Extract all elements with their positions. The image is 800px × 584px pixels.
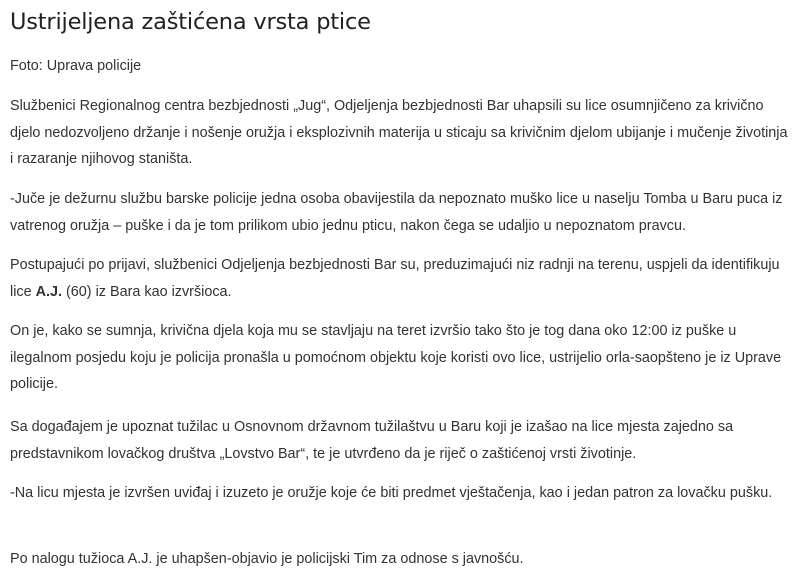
article-paragraph: -Juče je dežurnu službu barske policije jedna osoba obavijestila da nepoznato muško lice u naselju Tomba u Baru puca iz vatrenog oružja – puške i da je tom prilikom ubio jednu pticu, nakon čega se udaljio u nepoznatom pravcu. — [10, 191, 783, 234]
article-paragraph: Po nalogu tužioca A.J. je uhapšen-objavio je policijski Tim za odnose s javnošću. — [10, 551, 524, 567]
paragraph-text: (60) iz Bara kao izvršioca. — [62, 283, 232, 300]
article-paragraph: Sa događajem je upoznat tužilac u Osnovnom državnom tužilaštvu u Baru koji je izašao na lice mjesta zajedno sa predstavnikom lovačkog društva „Lovstvo Bar“, te je utvrđeno da je riječ o zaštićenoj vrsti životinje. — [10, 419, 734, 462]
article-title: Ustrijeljena zaštićena vrsta ptice — [10, 9, 371, 35]
photo-credit: Foto: Uprava policije — [10, 58, 142, 74]
article-paragraph: -Na licu mjesta je izvršen uviđaj i izuzeto je oružje koje će biti predmet vještačenja, kao i jedan patron za lovačku pušku. — [10, 485, 773, 501]
article-paragraph: On je, kako se sumnja, krivična djela koja mu se stavljaju na teret izvršio tako što je tog dana oko 12:00 iz puške u ilegalnom posjedu koju je policija pronašla u pomoćnom objektu koje koristi ovo lice, ustrijelio orla-saopšteno je iz Uprave policije. — [10, 323, 782, 392]
article-paragraph: Službenici Regionalnog centra bezbjednosti „Jug“, Odjeljenja bezbjednosti Bar uhapsili su lice osumnjičeno za krivično djelo nedozvoljeno držanje i nošenje oružja i eksplozivnih materija u sticaju sa krivičnim djelom ubijanje i mučenje životinja i razaranje njihovog staništa. — [10, 98, 788, 167]
suspect-initials: A.J. — [35, 283, 62, 300]
article-paragraph — [10, 252, 794, 305]
paragraph-text: Postupajući po prijavi, službenici Odjeljenja bezbjednosti Bar su, preduzimajući niz radnji na terenu, uspjeli da identifikuju lice — [10, 257, 780, 300]
